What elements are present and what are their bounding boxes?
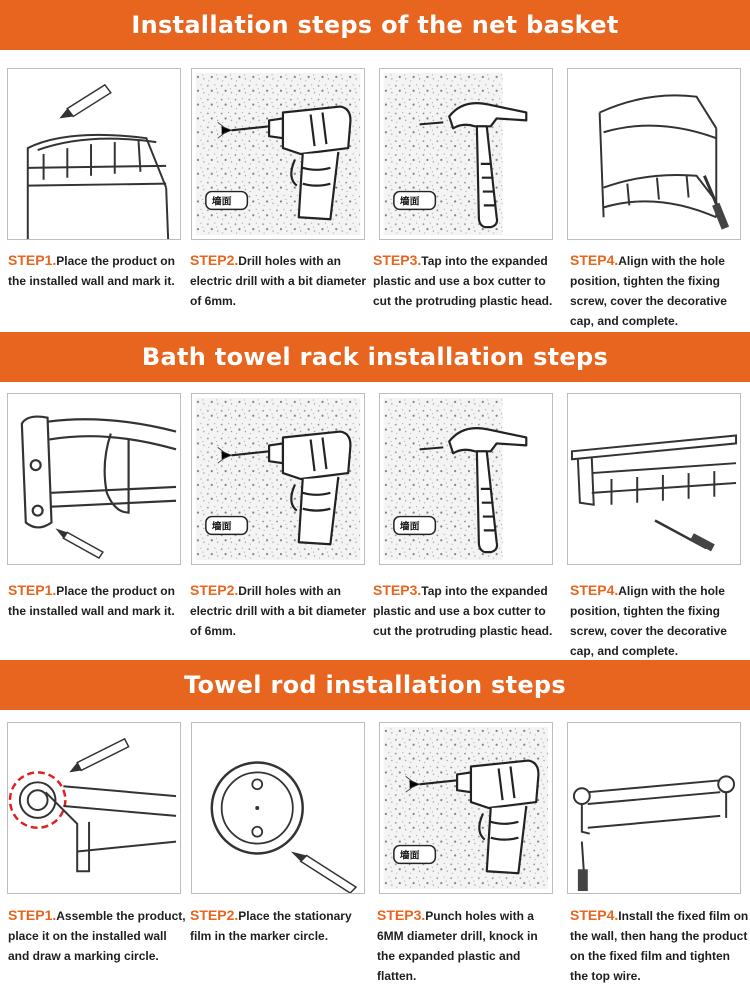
caption-towel-rod-step4: STEP4.Install the fixed film on the wall, then hang the product on the fixed film and tighten the top wire. [570,907,749,983]
hammer-illustration [379,68,553,240]
towel-rod-screwdriver-illustration [567,722,741,894]
caption-towel-rack-step1: STEP1.Place the product on the installed wall and mark it. [8,582,175,618]
section-banner-towel-rod: Towel rod installation steps [0,660,750,710]
svg-text:墙面: 墙面 [399,196,420,208]
electric-drill-illustration [379,722,553,894]
svg-text:墙面: 墙面 [211,521,232,533]
hammer-illustration [379,393,553,565]
caption-towel-rack-step4: STEP4.Align with the hole position, tighten the fixing screw, cover the decorative cap, and complete. [570,582,727,658]
towel-rack-screwdriver-illustration [567,393,741,565]
electric-drill-illustration [191,68,365,240]
caption-towel-rod-step2: STEP2.Place the stationary film in the marker circle. [190,907,352,943]
section-banner-bath-towel-rack: Bath towel rack installation steps [0,332,750,382]
caption-net-basket-step4: STEP4.Align with the hole position, tighten the fixing screw, cover the decorative cap, and complete. [570,252,727,328]
svg-text:墙面: 墙面 [211,196,232,208]
net-basket-mark-illustration [7,68,181,240]
caption-towel-rack-step2: STEP2.Drill holes with an electric drill with a bit diameter of 6mm. [190,582,367,638]
electric-drill-illustration [191,393,365,565]
caption-towel-rack-step3: STEP3.Tap into the expanded plastic and use a box cutter to cut the protruding plastic head. [373,582,553,638]
caption-towel-rod-step1: STEP1.Assemble the product, place it on the installed wall and draw a marking circle. [8,907,186,963]
net-basket-screwdriver-illustration [567,68,741,240]
caption-net-basket-step1: STEP1.Place the product on the installed wall and mark it. [8,252,175,288]
svg-text:墙面: 墙面 [399,850,420,862]
caption-net-basket-step2: STEP2.Drill holes with an electric drill with a bit diameter of 6mm. [190,252,367,308]
svg-text:墙面: 墙面 [399,521,420,533]
towel-rod-marking-circle-illustration [7,722,181,894]
caption-towel-rod-step3: STEP3.Punch holes with a 6MM diameter drill, knock in the expanded plastic and flatten. [377,907,538,983]
section-banner-net-basket: Installation steps of the net basket [0,0,750,50]
stationary-film-illustration [191,722,365,894]
caption-net-basket-step3: STEP3.Tap into the expanded plastic and use a box cutter to cut the protruding plastic head. [373,252,553,308]
towel-rack-mark-illustration [7,393,181,565]
